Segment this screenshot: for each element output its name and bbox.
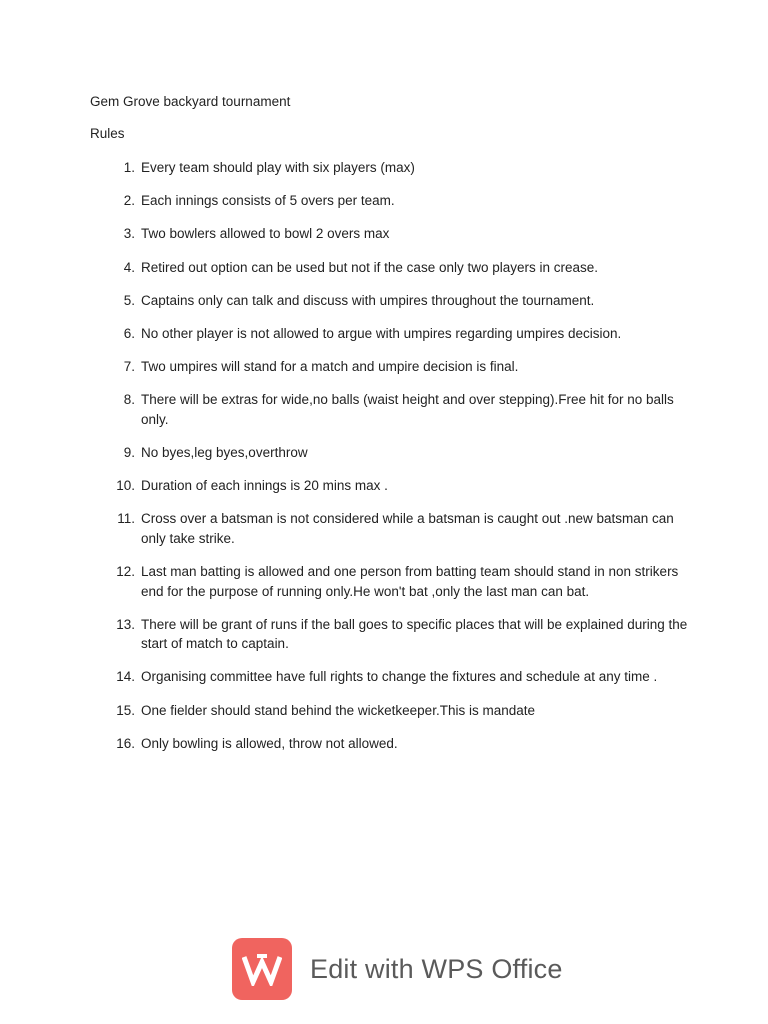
rule-number: 2. bbox=[123, 193, 135, 209]
rule-text: No other player is not allowed to argue with umpires regarding umpires decision. bbox=[141, 325, 622, 341]
rule-number: 4. bbox=[123, 259, 135, 275]
wps-office-logo-icon bbox=[232, 938, 292, 1000]
rule-text: Only bowling is allowed, throw not allowed. bbox=[141, 735, 398, 751]
rule-item bbox=[100, 476, 690, 496]
rule-item bbox=[100, 224, 690, 244]
rule-text: There will be extras for wide,no balls (waist height and over stepping).Free hit for no balls only. bbox=[141, 392, 674, 427]
rule-number: 13. bbox=[116, 616, 135, 632]
rule-text: No byes,leg byes,overthrow bbox=[141, 445, 308, 460]
rule-number: 8. bbox=[123, 392, 135, 408]
rule-item bbox=[100, 191, 690, 211]
rule-item bbox=[100, 291, 690, 311]
rule-number: 3. bbox=[123, 226, 135, 242]
rule-number: 5. bbox=[123, 292, 135, 308]
rule-number: 10. bbox=[116, 478, 135, 494]
rule-item bbox=[100, 357, 690, 377]
rule-number: 7. bbox=[123, 359, 135, 375]
rule-text: Captains only can talk and discuss with umpires throughout the tournament. bbox=[141, 292, 595, 308]
rules-heading: Rules bbox=[90, 126, 125, 141]
rule-item bbox=[100, 158, 690, 178]
rule-item bbox=[100, 390, 690, 429]
rule-text: Every team should play with six players (max) bbox=[141, 160, 415, 175]
rule-number: 11. bbox=[117, 511, 135, 527]
rule-item bbox=[100, 615, 690, 654]
rule-text: Two umpires will stand for a match and umpire decision is final. bbox=[141, 359, 519, 375]
rule-number: 14. bbox=[116, 669, 135, 685]
rule-item bbox=[100, 258, 690, 278]
wps-w-glyph bbox=[242, 952, 282, 986]
rules-list bbox=[100, 158, 690, 767]
rule-number: 16. bbox=[116, 735, 135, 751]
rule-item bbox=[100, 562, 690, 601]
rule-text: There will be grant of runs if the ball goes to specific places that will be explained during the start of match to captain. bbox=[141, 616, 688, 652]
rule-text: Last man batting is allowed and one person from batting team should stand in non strikers end for the purpose of running only.He won't bat ,only the last man can bat. bbox=[141, 564, 679, 599]
edit-with-wps-label: Edit with WPS Office bbox=[310, 953, 563, 984]
rule-number: 12. bbox=[116, 564, 135, 580]
rule-number: 9. bbox=[123, 445, 135, 460]
rule-item bbox=[100, 509, 690, 548]
rule-text: One fielder should stand behind the wicketkeeper.This is mandate bbox=[141, 702, 535, 718]
rule-number: 1. bbox=[123, 160, 135, 175]
rule-item bbox=[100, 324, 690, 344]
rule-text: Duration of each innings is 20 mins max . bbox=[141, 478, 388, 494]
rule-item bbox=[100, 701, 690, 721]
rule-text: Cross over a batsman is not considered while a batsman is caught out .new batsman can only take strike. bbox=[141, 511, 674, 546]
rule-item bbox=[100, 734, 690, 754]
rule-item bbox=[100, 667, 690, 687]
rule-text: Each innings consists of 5 overs per team. bbox=[141, 193, 395, 209]
document-title: Gem Grove backyard tournament bbox=[90, 94, 291, 109]
rule-item bbox=[100, 443, 690, 463]
rule-text: Organising committee have full rights to change the fixtures and schedule at any time . bbox=[141, 669, 658, 685]
rule-number: 15. bbox=[116, 702, 135, 718]
rule-text: Two bowlers allowed to bowl 2 overs max bbox=[141, 226, 390, 242]
edit-with-wps-badge[interactable] bbox=[232, 936, 572, 1002]
rule-text: Retired out option can be used but not if the case only two players in crease. bbox=[141, 259, 599, 275]
rule-number: 6. bbox=[123, 325, 135, 341]
